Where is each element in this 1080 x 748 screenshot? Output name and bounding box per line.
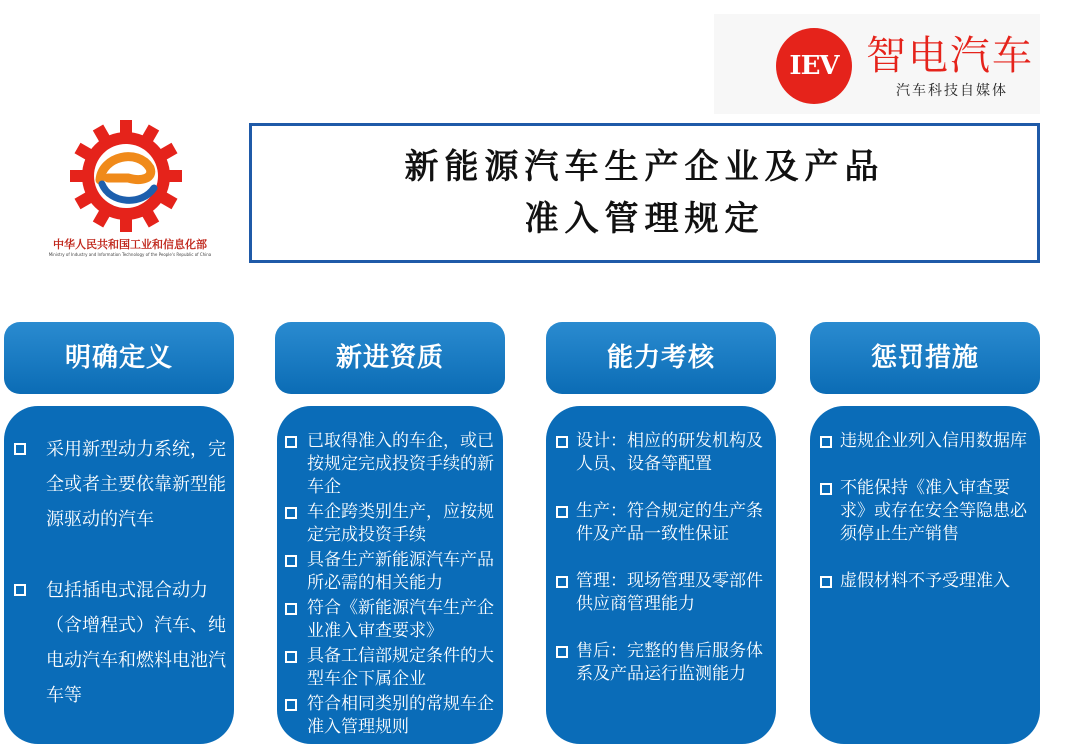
column-body — [546, 406, 776, 744]
title-box — [249, 123, 1040, 263]
list-item — [285, 693, 497, 739]
list-item — [556, 500, 768, 546]
column-header: 惩罚措施 — [810, 322, 1040, 394]
iev-logo: IEV — [776, 28, 852, 104]
list-item-text: 车企跨类别生产，应按规定完成投资手续 — [307, 502, 494, 545]
list-item — [556, 640, 768, 686]
list-item-text: 具备工信部规定条件的大型车企下属企业 — [307, 646, 494, 689]
list-item-text: 管理：现场管理及零部件供应商管理能力 — [576, 571, 763, 614]
list-item-text: 虚假材料不予受理准入 — [840, 571, 1010, 591]
column-header: 明确定义 — [4, 322, 234, 394]
list-item-text: 生产：符合规定的生产条件及产品一致性保证 — [576, 501, 763, 544]
column-body — [810, 406, 1040, 744]
list-item — [820, 477, 1034, 546]
square-bullet-icon — [556, 646, 568, 658]
list-item — [285, 645, 497, 691]
brand-name: 智电汽车 — [866, 33, 1034, 79]
list-item — [285, 549, 497, 595]
list-item — [820, 570, 1034, 593]
list-item-text: 采用新型动力系统，完全或者主要依靠新型能源驱动的汽车 — [46, 439, 226, 530]
list-item-text: 不能保持《准入审查要求》或存在安全等隐患必须停止生产销售 — [840, 478, 1027, 544]
list-item — [285, 501, 497, 547]
list-item-text: 具备生产新能源汽车产品所必需的相关能力 — [307, 550, 494, 593]
list-item-text: 符合相同类别的常规车企准入管理规则 — [307, 694, 494, 737]
title-line-1: 新能源汽车生产企业及产品 — [404, 147, 885, 187]
list-item — [14, 432, 226, 537]
square-bullet-icon — [285, 699, 297, 711]
column-header: 能力考核 — [546, 322, 776, 394]
list-item — [556, 570, 768, 616]
ministry-name-cn: 中华人民共和国工业和信息化部 — [53, 238, 207, 251]
list-item — [285, 597, 497, 643]
square-bullet-icon — [820, 436, 832, 448]
ministry-logo — [30, 118, 222, 268]
list-item-text: 已取得准入的车企，或已按规定完成投资手续的新车企 — [307, 431, 494, 497]
square-bullet-icon — [285, 436, 297, 448]
column-body — [277, 406, 503, 744]
column-header: 新进资质 — [275, 322, 505, 394]
square-bullet-icon — [285, 603, 297, 615]
list-item-text: 包括插电式混合动力（含增程式）汽车、纯电动汽车和燃料电池汽车等 — [46, 580, 226, 706]
square-bullet-icon — [14, 584, 26, 596]
list-item — [285, 430, 497, 499]
list-item-text: 售后：完整的售后服务体系及产品运行监测能力 — [576, 641, 763, 684]
square-bullet-icon — [556, 436, 568, 448]
list-item — [14, 573, 226, 713]
gear-emblem-icon — [68, 118, 184, 234]
square-bullet-icon — [556, 576, 568, 588]
brand-subtitle: 汽车科技自媒体 — [896, 83, 1008, 99]
list-item — [820, 430, 1034, 453]
square-bullet-icon — [556, 506, 568, 518]
title-line-2: 准入管理规定 — [524, 199, 765, 239]
square-bullet-icon — [820, 576, 832, 588]
list-item-text: 符合《新能源汽车生产企业准入审查要求》 — [307, 598, 494, 641]
column-body — [4, 406, 234, 744]
list-item — [556, 430, 768, 476]
list-item-text: 违规企业列入信用数据库 — [840, 431, 1027, 451]
square-bullet-icon — [285, 651, 297, 663]
square-bullet-icon — [820, 483, 832, 495]
square-bullet-icon — [14, 443, 26, 455]
brand-logo-block — [714, 14, 1040, 114]
square-bullet-icon — [285, 507, 297, 519]
ministry-name-en: Ministry of Industry and Information Technology of the People's Republic of China — [48, 252, 212, 257]
square-bullet-icon — [285, 555, 297, 567]
list-item-text: 设计：相应的研发机构及人员、设备等配置 — [576, 431, 763, 474]
